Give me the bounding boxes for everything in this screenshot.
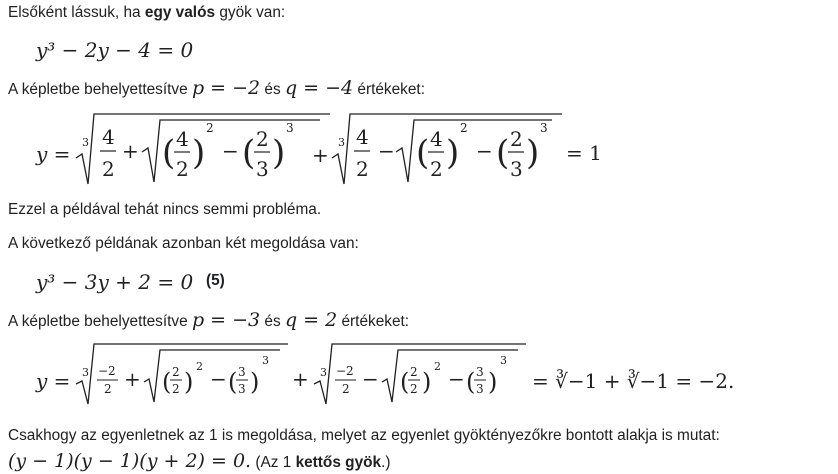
factored-equation: (y − 1)(y − 1)(y + 2) = 0. xyxy=(8,450,252,472)
svg-text:(: ( xyxy=(162,368,172,396)
frac-num: 4 xyxy=(102,125,115,149)
svg-text:): ) xyxy=(446,133,460,173)
frac-den: 3 xyxy=(256,157,269,181)
root-index: 3 xyxy=(82,366,89,379)
frac-num: 3 xyxy=(476,365,484,379)
frac-num: 2 xyxy=(172,365,180,379)
exponent: 3 xyxy=(262,354,269,367)
svg-text:(: ( xyxy=(228,368,238,396)
svg-text:): ) xyxy=(250,368,260,396)
equation-2: y³ − 3y + 2 = 0 xyxy=(36,270,194,294)
frac-num: 4 xyxy=(176,127,189,151)
frac-num: 2 xyxy=(510,127,523,151)
svg-text:(: ( xyxy=(242,133,256,173)
text: értékeket: xyxy=(353,81,425,98)
root-index: 3 xyxy=(82,136,89,149)
frac-den: 2 xyxy=(356,157,369,181)
plus: + xyxy=(122,139,139,163)
frac-den: 2 xyxy=(176,157,189,181)
paragraph-substitution-1 xyxy=(8,78,425,100)
plus: + xyxy=(312,143,329,167)
frac-den: 2 xyxy=(342,382,350,396)
frac-num: 2 xyxy=(410,365,418,379)
minus: − xyxy=(222,139,239,163)
minus: − xyxy=(476,139,493,163)
minus: − xyxy=(378,139,395,163)
frac-num: 4 xyxy=(430,127,443,151)
exponent: 3 xyxy=(500,354,507,367)
q-value: q = −4 xyxy=(284,77,354,99)
frac-den: 2 xyxy=(430,157,443,181)
p-value: p = −2 xyxy=(191,77,261,99)
svg-text:): ) xyxy=(526,133,540,173)
frac-den: 3 xyxy=(510,157,523,181)
paragraph-substitution-2 xyxy=(8,310,409,332)
svg-text:): ) xyxy=(192,133,206,173)
exponent: 2 xyxy=(206,121,214,135)
frac-num: −2 xyxy=(98,364,116,378)
text: értékeket: xyxy=(337,313,410,330)
text: Elsőként lássuk, ha xyxy=(8,4,145,21)
frac-num: 4 xyxy=(356,125,369,149)
q-value: q = 2 xyxy=(284,309,338,331)
root-index: 3 xyxy=(338,136,345,149)
exponent: 3 xyxy=(286,121,294,135)
paragraph-two-solutions: A következő példának azonban két megoldása van: xyxy=(8,235,359,252)
text: (Az 1 xyxy=(251,454,296,471)
svg-text:(: ( xyxy=(416,133,430,173)
equation-number: (5) xyxy=(206,272,225,289)
exponent: 2 xyxy=(460,121,468,135)
frac-num: 3 xyxy=(238,365,246,379)
frac-den: 2 xyxy=(102,157,115,181)
svg-text:(: ( xyxy=(466,368,476,396)
bold-text: kettős gyök xyxy=(295,454,382,471)
text: A képletbe behelyettesítve xyxy=(8,313,192,330)
frac-den: 3 xyxy=(238,382,246,396)
plus: + xyxy=(124,367,141,391)
cardano-formula-2 xyxy=(30,338,770,414)
paragraph-factored-form: Csakhogy az egyenletnek az 1 is megoldása, melyet az egyenlet gyöktényezőkre bontott alakja is mutat: xyxy=(8,427,720,444)
exponent: 2 xyxy=(434,360,441,373)
result: = 1 xyxy=(566,141,602,165)
text: A képletbe behelyettesítve xyxy=(8,81,192,98)
svg-text:): ) xyxy=(488,368,498,396)
text: és xyxy=(260,81,285,98)
result: = ∛−1 + ∛−1 = −2. xyxy=(532,369,735,393)
frac-den: 3 xyxy=(476,382,484,396)
plus: + xyxy=(292,367,309,391)
cardano-formula-1 xyxy=(30,106,630,196)
svg-text:(: ( xyxy=(496,133,510,173)
minus: − xyxy=(362,367,379,391)
svg-text:): ) xyxy=(272,133,286,173)
formula-lhs: y = xyxy=(36,369,71,393)
bold-text: egy valós xyxy=(144,4,216,21)
frac-den: 2 xyxy=(104,382,112,396)
equation-1: y³ − 2y − 4 = 0 xyxy=(36,38,194,62)
svg-text:(: ( xyxy=(400,368,410,396)
exponent: 2 xyxy=(196,360,203,373)
text: gyök van: xyxy=(215,4,286,21)
frac-den: 2 xyxy=(410,382,418,396)
frac-num: 2 xyxy=(256,127,269,151)
formula-lhs: y = xyxy=(36,142,71,166)
minus: − xyxy=(448,367,465,391)
p-value: p = −3 xyxy=(191,309,261,331)
text: .) xyxy=(381,454,391,471)
frac-den: 2 xyxy=(172,382,180,396)
root-index: 3 xyxy=(320,366,327,379)
minus: − xyxy=(210,367,227,391)
frac-num: −2 xyxy=(336,364,354,378)
paragraph-no-problem: Ezzel a példával tehát nincs semmi probléma. xyxy=(8,201,322,218)
exponent: 3 xyxy=(540,121,548,135)
paragraph-intro xyxy=(8,3,285,23)
text: és xyxy=(260,313,285,330)
svg-text:): ) xyxy=(184,368,194,396)
svg-text:): ) xyxy=(422,368,432,396)
svg-text:(: ( xyxy=(162,133,176,173)
paragraph-double-root xyxy=(8,451,391,473)
